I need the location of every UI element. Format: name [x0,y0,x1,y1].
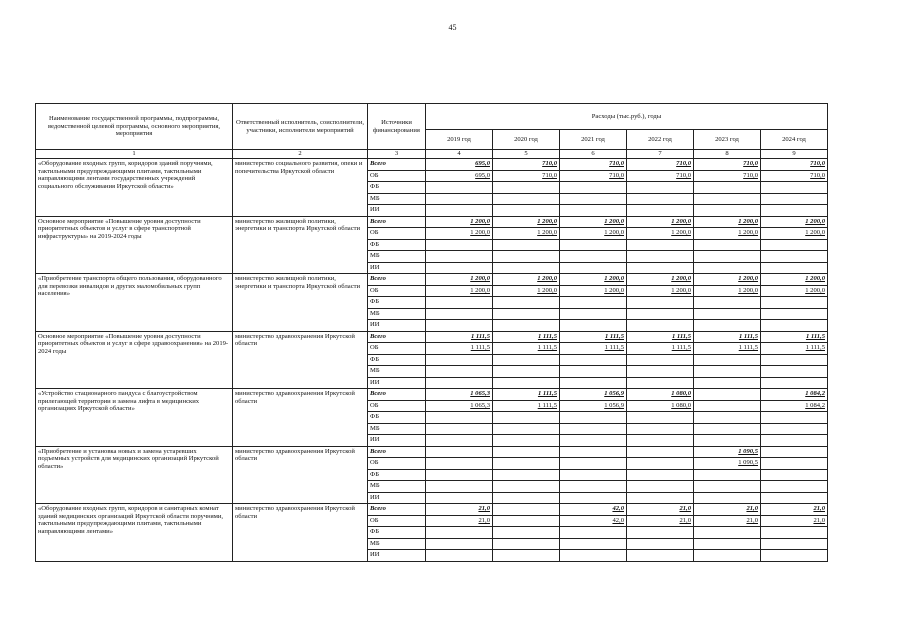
value-cell [560,193,627,205]
funding-source: Всего [368,274,426,286]
value-cell [627,538,694,550]
value-cell [694,423,761,435]
header-expenses: Расходы (тыс.руб.), годы [426,104,828,130]
value-cell: 1 200,0 [560,228,627,240]
funding-source: МБ [368,193,426,205]
value-cell [627,193,694,205]
value-cell: 1 200,0 [627,228,694,240]
value-cell: 710,0 [560,170,627,182]
value-cell [493,458,560,470]
value-cell [493,469,560,481]
total-value [694,389,761,401]
value-cell [694,320,761,332]
value-cell: 1 111,5 [627,343,694,355]
total-value: 1 080,0 [627,389,694,401]
total-value [761,446,828,458]
funding-source: ИИ [368,550,426,562]
value-cell [627,492,694,504]
total-value: 1 111,5 [426,331,493,343]
value-cell [493,320,560,332]
total-value: 21,0 [426,504,493,516]
total-value: 1 111,5 [761,331,828,343]
value-cell [426,550,493,562]
value-cell [627,377,694,389]
value-cell [493,423,560,435]
value-cell [761,435,828,447]
total-value: 710,0 [627,159,694,171]
funding-source: ОБ [368,458,426,470]
value-cell [426,527,493,539]
value-cell [761,239,828,251]
value-cell [694,251,761,263]
total-value [493,504,560,516]
value-cell [426,366,493,378]
value-cell [493,538,560,550]
value-cell [761,458,828,470]
funding-source: ФБ [368,469,426,481]
header-name: Наименование государственной программы, подпрограммы, ведомственной целевой программы, основного мероприятия, мероприятия [36,104,233,150]
funding-source: ОБ [368,228,426,240]
activity-name: «Приобретение и установка новых и замена устаревших подъемных устройств для медицинских организаций Иркутской области» [36,446,233,504]
value-cell [560,435,627,447]
funding-source: ОБ [368,400,426,412]
value-cell: 710,0 [694,170,761,182]
value-cell [627,239,694,251]
value-cell [761,366,828,378]
total-value: 21,0 [761,504,828,516]
table-row [36,446,828,458]
total-value: 1 056,9 [560,389,627,401]
total-value: 695,0 [426,159,493,171]
funding-source: ИИ [368,320,426,332]
value-cell: 710,0 [627,170,694,182]
value-cell [560,297,627,309]
activity-executor: министерство здравоохранения Иркутской области [233,389,368,447]
value-cell: 1 111,5 [426,343,493,355]
funding-source: Всего [368,216,426,228]
value-cell [627,458,694,470]
value-cell: 21,0 [627,515,694,527]
total-value: 710,0 [493,159,560,171]
total-value: 1 111,5 [694,331,761,343]
value-cell [426,469,493,481]
total-value: 1 111,5 [493,389,560,401]
funding-source: ОБ [368,170,426,182]
value-cell [627,320,694,332]
value-cell [761,354,828,366]
value-cell [493,550,560,562]
total-value: 1 200,0 [426,274,493,286]
value-cell [694,481,761,493]
value-cell: 21,0 [694,515,761,527]
value-cell [560,469,627,481]
value-cell: 1 111,5 [493,400,560,412]
total-value [493,446,560,458]
value-cell: 710,0 [761,170,828,182]
value-cell [560,251,627,263]
total-value: 710,0 [694,159,761,171]
value-cell [426,492,493,504]
value-cell [493,492,560,504]
value-cell [493,251,560,263]
value-cell [493,412,560,424]
value-cell: 695,0 [426,170,493,182]
value-cell [694,308,761,320]
total-value: 1 200,0 [761,274,828,286]
funding-source: ФБ [368,182,426,194]
value-cell: 1 065,3 [426,400,493,412]
funding-source: ИИ [368,205,426,217]
table-row [36,504,828,516]
value-cell [426,320,493,332]
value-cell [694,527,761,539]
value-cell [426,239,493,251]
value-cell [560,550,627,562]
value-cell [560,366,627,378]
activity-name: «Приобретение транспорта общего пользования, оборудованного для перевозки инвалидов и других маломобильных групп населения» [36,274,233,332]
value-cell [694,377,761,389]
value-cell [761,320,828,332]
funding-source: ОБ [368,515,426,527]
value-cell [560,377,627,389]
total-value [426,446,493,458]
total-value [627,446,694,458]
value-cell [761,469,828,481]
value-cell [493,527,560,539]
value-cell: 1 080,0 [627,400,694,412]
value-cell: 1 200,0 [694,228,761,240]
page-number: 45 [448,23,457,32]
value-cell: 1 200,0 [761,285,828,297]
funding-source: ФБ [368,297,426,309]
value-cell [694,550,761,562]
value-cell [493,205,560,217]
column-number: 5 [493,150,560,159]
value-cell [560,412,627,424]
total-value: 42,0 [560,504,627,516]
value-cell [560,354,627,366]
value-cell [761,377,828,389]
value-cell [761,182,828,194]
activity-executor: министерство социального развития, опеки и попечительства Иркутской области [233,159,368,217]
funding-source: ИИ [368,377,426,389]
value-cell [627,435,694,447]
table-row [36,389,828,401]
value-cell [694,297,761,309]
value-cell: 21,0 [761,515,828,527]
funding-source: ОБ [368,343,426,355]
value-cell [493,182,560,194]
funding-source: ИИ [368,262,426,274]
value-cell [761,412,828,424]
value-cell: 1 200,0 [560,285,627,297]
value-cell [627,251,694,263]
funding-source: МБ [368,366,426,378]
value-cell [694,205,761,217]
value-cell [560,205,627,217]
value-cell [560,239,627,251]
value-cell [426,193,493,205]
column-number: 4 [426,150,493,159]
value-cell [560,423,627,435]
total-value: 1 084,2 [761,389,828,401]
value-cell [493,308,560,320]
value-cell [426,205,493,217]
value-cell [426,435,493,447]
table-row [36,274,828,286]
funding-source: Всего [368,389,426,401]
value-cell [493,377,560,389]
value-cell [627,205,694,217]
column-number: 7 [627,150,694,159]
table-row [36,216,828,228]
total-value: 1 200,0 [627,216,694,228]
value-cell [426,182,493,194]
value-cell [694,354,761,366]
value-cell: 1 111,5 [761,343,828,355]
value-cell [426,354,493,366]
funding-source: МБ [368,308,426,320]
value-cell [493,366,560,378]
year-header: 2019 год [426,130,493,150]
total-value: 1 065,3 [426,389,493,401]
activity-name: Основное мероприятие «Повышение уровня доступности приоритетных объектов и услуг в сфере здравоохранения» на 2019-2024 годы [36,331,233,389]
value-cell [493,515,560,527]
value-cell [761,492,828,504]
year-header: 2023 год [694,130,761,150]
value-cell [426,297,493,309]
value-cell [761,550,828,562]
value-cell [761,262,828,274]
value-cell: 1 200,0 [493,285,560,297]
value-cell [627,469,694,481]
total-value: 1 200,0 [694,216,761,228]
value-cell: 1 056,9 [560,400,627,412]
funding-source: ФБ [368,527,426,539]
funding-source: ОБ [368,285,426,297]
year-header: 2024 год [761,130,828,150]
value-cell: 1 084,2 [761,400,828,412]
activity-executor: министерство здравоохранения Иркутской области [233,504,368,562]
value-cell: 21,0 [426,515,493,527]
value-cell [761,308,828,320]
value-cell [627,297,694,309]
total-value: 710,0 [560,159,627,171]
value-cell [627,481,694,493]
activity-executor: министерство жилищной политики, энергетики и транспорта Иркутской области [233,216,368,274]
value-cell: 1 200,0 [426,228,493,240]
value-cell [426,377,493,389]
value-cell [694,182,761,194]
funding-source: Всего [368,331,426,343]
funding-source: Всего [368,504,426,516]
value-cell [560,320,627,332]
value-cell: 1 111,5 [560,343,627,355]
activity-name: «Устройство стационарного пандуса с благоустройством прилегающей территории и замена лифта в медицинских организациях Иркутской области» [36,389,233,447]
total-value: 1 200,0 [560,216,627,228]
value-cell [426,308,493,320]
value-cell [694,193,761,205]
value-cell [761,538,828,550]
total-value: 1 111,5 [627,331,694,343]
funding-source: ФБ [368,412,426,424]
value-cell [694,435,761,447]
value-cell [493,354,560,366]
activity-executor: министерство жилищной политики, энергетики и транспорта Иркутской области [233,274,368,332]
table-row [36,159,828,171]
value-cell [761,205,828,217]
total-value: 21,0 [694,504,761,516]
total-value: 21,0 [627,504,694,516]
value-cell: 1 200,0 [761,228,828,240]
total-value: 1 200,0 [627,274,694,286]
funding-source: ФБ [368,239,426,251]
value-cell [426,481,493,493]
value-cell: 710,0 [493,170,560,182]
value-cell [627,527,694,539]
funding-source: МБ [368,481,426,493]
value-cell [694,400,761,412]
value-cell [627,423,694,435]
value-cell [694,492,761,504]
value-cell [627,366,694,378]
value-cell [493,239,560,251]
value-cell [493,193,560,205]
header-executor: Ответственный исполнитель, соисполнители, участники, исполнители мероприятий [233,104,368,150]
column-number: 8 [694,150,761,159]
funding-source: ИИ [368,492,426,504]
value-cell [493,481,560,493]
year-header: 2020 год [493,130,560,150]
year-header: 2021 год [560,130,627,150]
value-cell [560,308,627,320]
value-cell [761,527,828,539]
value-cell [761,481,828,493]
value-cell [426,538,493,550]
value-cell: 1 200,0 [694,285,761,297]
value-cell [426,458,493,470]
value-cell [761,193,828,205]
activity-executor: министерство здравоохранения Иркутской области [233,446,368,504]
activity-name: «Оборудование входных групп, коридоров зданий поручнями, тактильными предупреждающими плитами, тактильными направляющими лентами государственных учреждений социального обслуживания Иркутской области» [36,159,233,217]
value-cell [493,435,560,447]
column-number: 1 [36,150,233,159]
column-number: 2 [233,150,368,159]
total-value: 1 200,0 [493,274,560,286]
value-cell [627,308,694,320]
value-cell [426,262,493,274]
header-source: Источники финансирования [368,104,426,150]
value-cell [426,251,493,263]
funding-source: МБ [368,538,426,550]
value-cell [761,297,828,309]
value-cell [560,182,627,194]
total-value: 1 111,5 [560,331,627,343]
value-cell: 1 200,0 [627,285,694,297]
total-value: 1 090,5 [694,446,761,458]
total-value: 1 200,0 [493,216,560,228]
total-value: 1 200,0 [694,274,761,286]
funding-source: ФБ [368,354,426,366]
table-row [36,331,828,343]
total-value: 710,0 [761,159,828,171]
value-cell [493,262,560,274]
total-value [560,446,627,458]
value-cell [560,527,627,539]
activity-executor: министерство здравоохранения Иркутской области [233,331,368,389]
total-value: 1 200,0 [560,274,627,286]
value-cell [560,458,627,470]
funding-source: Всего [368,159,426,171]
value-cell [426,412,493,424]
activity-name: Основное мероприятие «Повышение уровня доступности приоритетных объектов и услуг в сфере транспортной инфраструктуры» на 2019-2024 годы [36,216,233,274]
value-cell: 42,0 [560,515,627,527]
value-cell [694,412,761,424]
year-header: 2022 год [627,130,694,150]
total-value: 1 200,0 [761,216,828,228]
column-number: 6 [560,150,627,159]
value-cell [694,262,761,274]
funding-source: МБ [368,251,426,263]
value-cell: 1 111,5 [694,343,761,355]
expenses-table [35,103,828,562]
total-value: 1 200,0 [426,216,493,228]
funding-source: Всего [368,446,426,458]
value-cell [493,297,560,309]
value-cell [627,182,694,194]
column-number: 3 [368,150,426,159]
value-cell [694,538,761,550]
total-value: 1 111,5 [493,331,560,343]
value-cell: 1 200,0 [493,228,560,240]
value-cell [560,492,627,504]
value-cell: 1 200,0 [426,285,493,297]
value-cell [560,481,627,493]
funding-source: ИИ [368,435,426,447]
value-cell [627,550,694,562]
value-cell [761,251,828,263]
value-cell [694,239,761,251]
value-cell [560,538,627,550]
value-cell [426,423,493,435]
value-cell [694,469,761,481]
value-cell [560,262,627,274]
value-cell: 1 090,5 [694,458,761,470]
value-cell [627,412,694,424]
activity-name: «Оборудование входных групп, коридоров и санитарных комнат зданий медицинских организаций Иркутской области поручнями, тактильными предупреждающими плитами, тактильными направляющими лентами» [36,504,233,562]
value-cell [761,423,828,435]
column-number: 9 [761,150,828,159]
value-cell: 1 111,5 [493,343,560,355]
funding-source: МБ [368,423,426,435]
value-cell [627,262,694,274]
value-cell [627,354,694,366]
value-cell [694,366,761,378]
